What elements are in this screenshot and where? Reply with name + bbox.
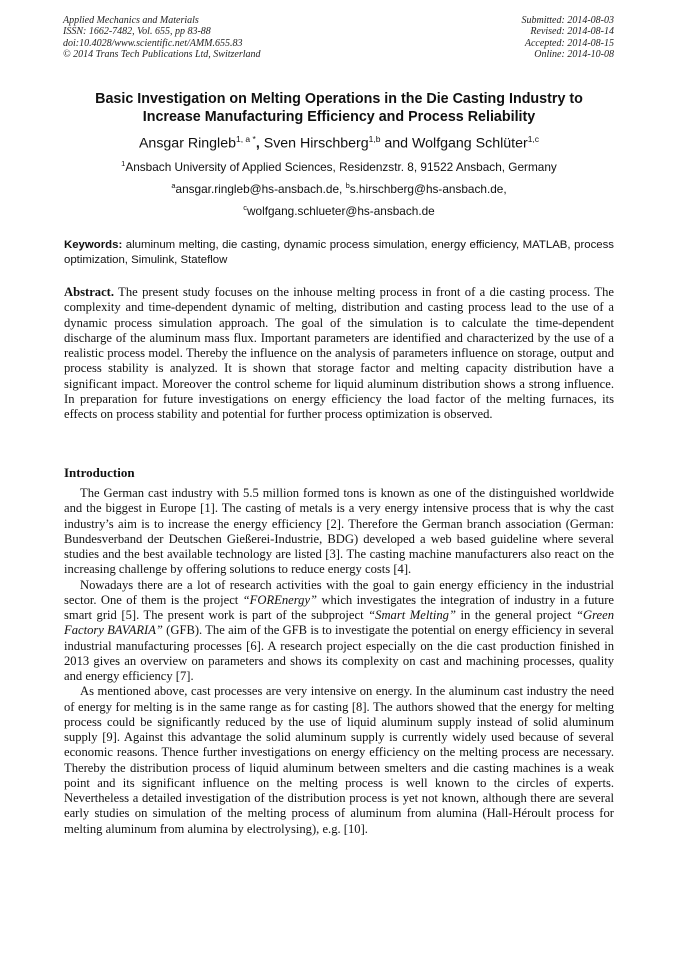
keywords-block [64, 238, 614, 269]
keywords-label: Keywords: [64, 239, 123, 251]
author-list [40, 131, 638, 153]
paragraph: As mentioned above, cast processes are very intensive on energy. In the aluminum cast industry the need of energy for melting is in the same range as for casting [8]. The authors showed that the energy for melting process could be significantly reduced by the use of liquid aluminum supply instead of solid aluminum supply [9]. Against this advantage the solid aluminum supply is currently widely used because of several economic reasons. Thence further investigations on energy efficiency on the melting process are necessary. Thereby the distribution process of liquid aluminum between smelters and die casting machines is a weak point and its significant influence on the melting process is well known to the circles of experts. Nevertheless a detailed investigation of the distribution process is yet not known, although there are several early studies on simulation of the melting process of aluminum from alumina (Hall-Héroult process for melting aluminum from alumina by electrolysing), e.g. [10]. [64, 684, 614, 836]
paragraph-text: Nowadays there are a lot of research activities with the goal to gain energy efficiency in the industrial sector. One of them is the project [64, 577, 614, 607]
email-c: wolfgang.schlueter@hs-ansbach.de [247, 203, 435, 218]
submission-dates [522, 15, 615, 61]
paragraph-text: which investigates the integration of industry in a future smart grid [5]. The present work is part of the subproject [64, 592, 614, 622]
date-online: Online: 2014-10-08 [534, 49, 614, 61]
date-revised: Revised: 2014-08-14 [530, 26, 614, 38]
introduction-body [64, 486, 614, 837]
title-line-2: Increase Manufacturing Efficiency and Process Reliability [142, 109, 536, 125]
email-a-sup: a [171, 181, 176, 190]
email-a: ansgar.ringleb@hs-ansbach.de, [175, 181, 346, 196]
date-accepted: Accepted: 2014-08-15 [524, 37, 614, 49]
paragraph [64, 578, 614, 685]
author-1-name: Ansgar Ringleb [138, 135, 236, 152]
journal-doi: doi:10.4028/www.scientific.net/AMM.655.83 [63, 37, 243, 49]
email-line-1 [40, 179, 638, 196]
author-2-name: Sven Hirschberg [263, 135, 369, 152]
journal-name: Applied Mechanics and Materials [63, 15, 199, 26]
email-b: s.hirschberg@hs-ansbach.de, [349, 181, 507, 196]
title-line-1: Basic Investigation on Melting Operations in the Die Casting Industry to [95, 91, 583, 107]
author-separator-1: , [255, 135, 264, 152]
email-c-sup: c [243, 203, 247, 212]
author-3-sup: 1,c [527, 134, 540, 144]
affiliation-sup: 1 [121, 159, 126, 168]
project-name-smart-melting: “Smart Melting” [368, 608, 456, 622]
affiliation [40, 157, 638, 174]
email-b-sup: b [345, 181, 350, 190]
author-3-name: Wolfgang Schlüter [412, 135, 528, 152]
keywords-text: aluminum melting, die casting, dynamic process simulation, energy efficiency, MATLAB, process optimization, Simulink, Stateflow [64, 239, 614, 267]
author-separator-2: and [380, 135, 413, 152]
project-name-forenergy: “FOREnergy” [242, 592, 318, 607]
abstract-label: Abstract. [64, 285, 115, 299]
paragraph-text: in the general project [455, 608, 576, 622]
abstract-text: The present study focuses on the inhouse melting process in front of a die casting process. The complexity and time-dependent dynamic of melting, distribution and casting process lead to the use of a dynamic process simulation approach. The goal of the simulation is to calculate the time-dependent discharge of the aluminum mass flux. Important parameters are identified and characterized by the use of a realistic process model. Thereby the influence on the analysis of parameters influence on storage, output and process stability is analyzed. It is shown that storage factor and melting capacity distribution have a significant impact. Moreover the control scheme for liquid aluminum distribution shows a strong influence. In preparation for future investigations on energy efficiency the load factor of the melting furnaces, its effects on process stability and potential for further process optimization is observed. [64, 285, 614, 421]
date-submitted: Submitted: 2014-08-03 [521, 15, 614, 26]
paragraph-text: (GFB). The aim of the GFB is to investigate the potential on energy efficiency in several industrial manufacturing processes [6]. A research project especially on the die cast production finished in 2013 gives an overview on parameters and shows its complexity on cast and machining processes, quality and energy efficiency [7]. [64, 623, 615, 683]
journal-copyright: © 2014 Trans Tech Publications Ltd, Switzerland [63, 49, 261, 61]
journal-info [63, 15, 261, 61]
paragraph: The German cast industry with 5.5 million formed tons is known as one of the distinguished worldwide and the biggest in Europe [1]. The casting of metals is a very energy intensive process that is why the cast industry’s aim is to increase the energy efficiency [2]. Therefore the German branch association (German: Bundesverband der Deutschen Gießerei-Industrie, BDG) developed a web based guideline where several studies and the best available technology are listed [3]. The casting machine manufacturers also react on the increasing challenge by offering solutions to reduce energy costs [4]. [64, 486, 614, 577]
journal-issn: ISSN: 1662-7482, Vol. 655, pp 83-88 [63, 26, 211, 38]
email-line-2 [40, 201, 638, 218]
affiliation-text: Ansbach University of Applied Sciences, Residenzstr. 8, 91522 Ansbach, Germany [125, 159, 557, 174]
project-name-green-factory: “Green Factory BAVARIA” [64, 608, 614, 638]
section-heading-introduction: Introduction [64, 465, 135, 480]
paper-title [40, 90, 638, 126]
author-1-sup: 1, a * [235, 134, 256, 144]
author-2-sup: 1,b [368, 134, 381, 144]
abstract-block [64, 285, 614, 422]
